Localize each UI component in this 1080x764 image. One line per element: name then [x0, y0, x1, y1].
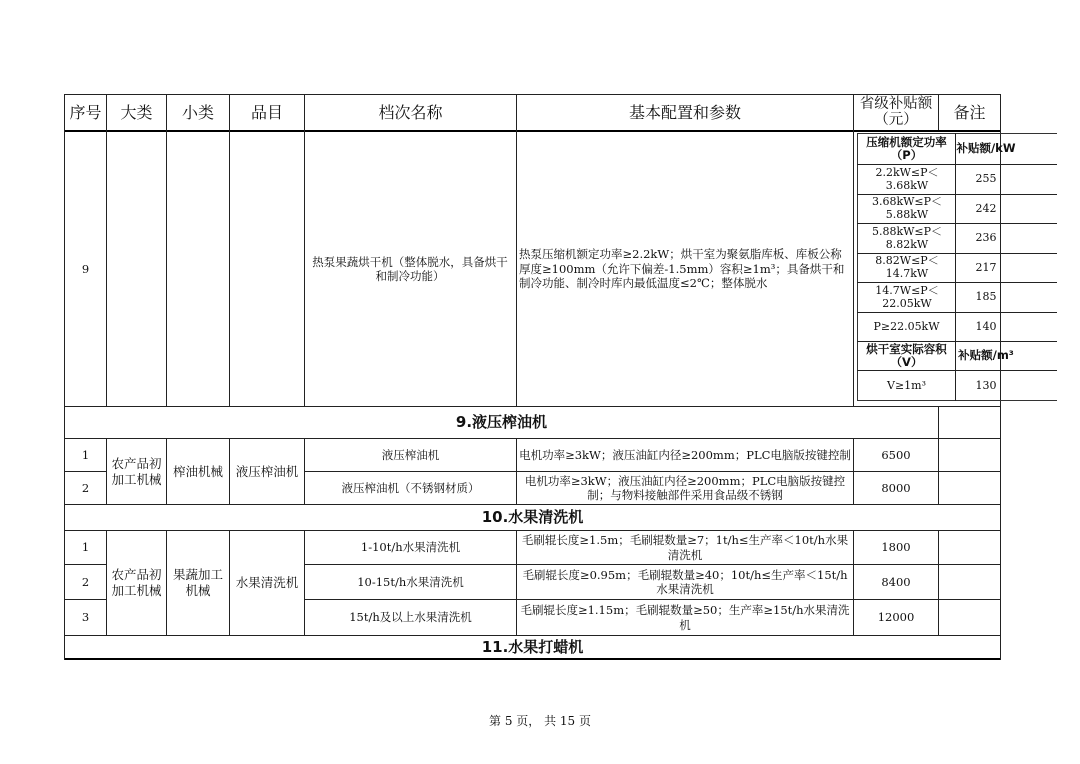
row-config: 毛刷辊长度≥1.15m；毛刷辊数量≥50；生产率≥15t/h水果清洗机: [520, 603, 850, 632]
inner-header-per-m3: 补贴额/m³: [958, 348, 1014, 363]
inner-range: 3.68kW≤P＜5.88kW: [871, 195, 943, 221]
inner-value: 255: [975, 172, 997, 186]
header-grade-name: 档次名称: [378, 102, 443, 122]
row-subcategory: 果蔬加工机械: [172, 567, 223, 598]
row-config: 毛刷辊长度≥0.95m；毛刷辊数量≥40；10t/h≤生产率＜15t/h水果清洗机: [522, 567, 848, 596]
row-grade: 10-15t/h水果清洗机: [357, 574, 464, 589]
row-subsidy: 8000: [881, 480, 911, 495]
row-config: 电机功率≥3kW；液压油缸内径≥200mm；PLC电脑版按键控制: [519, 447, 851, 462]
inner-range: P≥22.05kW: [873, 319, 940, 333]
header-remark: 备注: [953, 102, 986, 122]
row-item: 液压榨油机: [235, 463, 299, 479]
row-category: 农产品初加工机械: [111, 567, 162, 598]
inner-value: 140: [975, 319, 997, 333]
row-grade: 液压榨油机（不锈钢材质）: [341, 480, 480, 495]
row-config: 电机功率≥3kW；液压油缸内径≥200mm；PLC电脑版按键控制；与物料接触部件采用食品级不锈钢: [524, 473, 846, 502]
section-title: 9.液压榨油机: [455, 413, 548, 432]
row9-subsidy-table: [857, 133, 1016, 403]
row9-grade-name: 热泵果蔬烘干机（整体脱水，具备烘干和制冷功能）: [312, 254, 508, 283]
row9-config: 热泵压缩机额定功率≥2.2kW；烘干室为聚氨脂库板、库板公称厚度≥100mm（允许下偏差-1.5mm）容积≥1m³；具备烘干和制冷功能、制冷时库内最低温度≤2℃；整体脱水: [519, 247, 845, 291]
inner-value: 185: [975, 290, 997, 304]
row-grade: 液压榨油机: [381, 447, 440, 462]
page-footer: 第 5 页， 共 15 页: [489, 714, 591, 728]
row-subsidy: 1800: [881, 540, 911, 555]
header-category: 大类: [120, 102, 153, 122]
inner-range: 2.2kW≤P＜3.68kW: [875, 165, 939, 192]
row-subsidy: 8400: [881, 574, 911, 589]
row-seq: 1: [81, 540, 90, 555]
row-grade: 1-10t/h水果清洗机: [360, 540, 461, 555]
row-seq: 3: [81, 610, 90, 625]
inner-range: 8.82W≤P＜14.7kW: [875, 254, 939, 280]
inner-header-volume: 烘干室实际容积（V）: [866, 341, 947, 369]
inner-range: 14.7W≤P＜22.05kW: [875, 283, 939, 310]
row-subcategory: 榨油机械: [172, 463, 223, 479]
inner-value: 242: [975, 201, 997, 215]
header-config: 基本配置和参数: [628, 102, 741, 122]
row-item: 水果清洗机: [235, 575, 299, 591]
row-seq: 2: [81, 574, 90, 589]
inner-header-per-kw: 补贴额/kW: [956, 141, 1016, 156]
row-seq: 2: [81, 480, 90, 495]
header-subcategory: 小类: [181, 102, 214, 122]
inner-range: V≥1m³: [887, 378, 926, 392]
inner-value: 130: [975, 378, 997, 392]
header-subsidy: 省级补贴额（元）: [859, 95, 933, 128]
row-subsidy: 6500: [881, 447, 911, 462]
header-seq: 序号: [69, 102, 102, 122]
inner-header-power: 压缩机额定功率（P）: [866, 134, 947, 162]
inner-value: 217: [975, 260, 997, 274]
row-seq: 1: [81, 447, 90, 462]
inner-range: 5.88kW≤P＜8.82kW: [871, 224, 943, 251]
section-title: 10.水果清洗机: [481, 508, 584, 527]
header-item: 品目: [250, 102, 283, 122]
section-title: 11.水果打蜡机: [481, 637, 584, 656]
row-config: 毛刷辊长度≥1.5m；毛刷辊数量≥7；1t/h≤生产率＜10t/h水果清洗机: [521, 533, 849, 562]
inner-value: 236: [975, 231, 997, 245]
row-subsidy: 12000: [877, 610, 915, 625]
row-category: 农产品初加工机械: [111, 455, 162, 487]
row9-seq: 9: [81, 261, 90, 276]
row-grade: 15t/h及以上水果清洗机: [349, 610, 472, 625]
